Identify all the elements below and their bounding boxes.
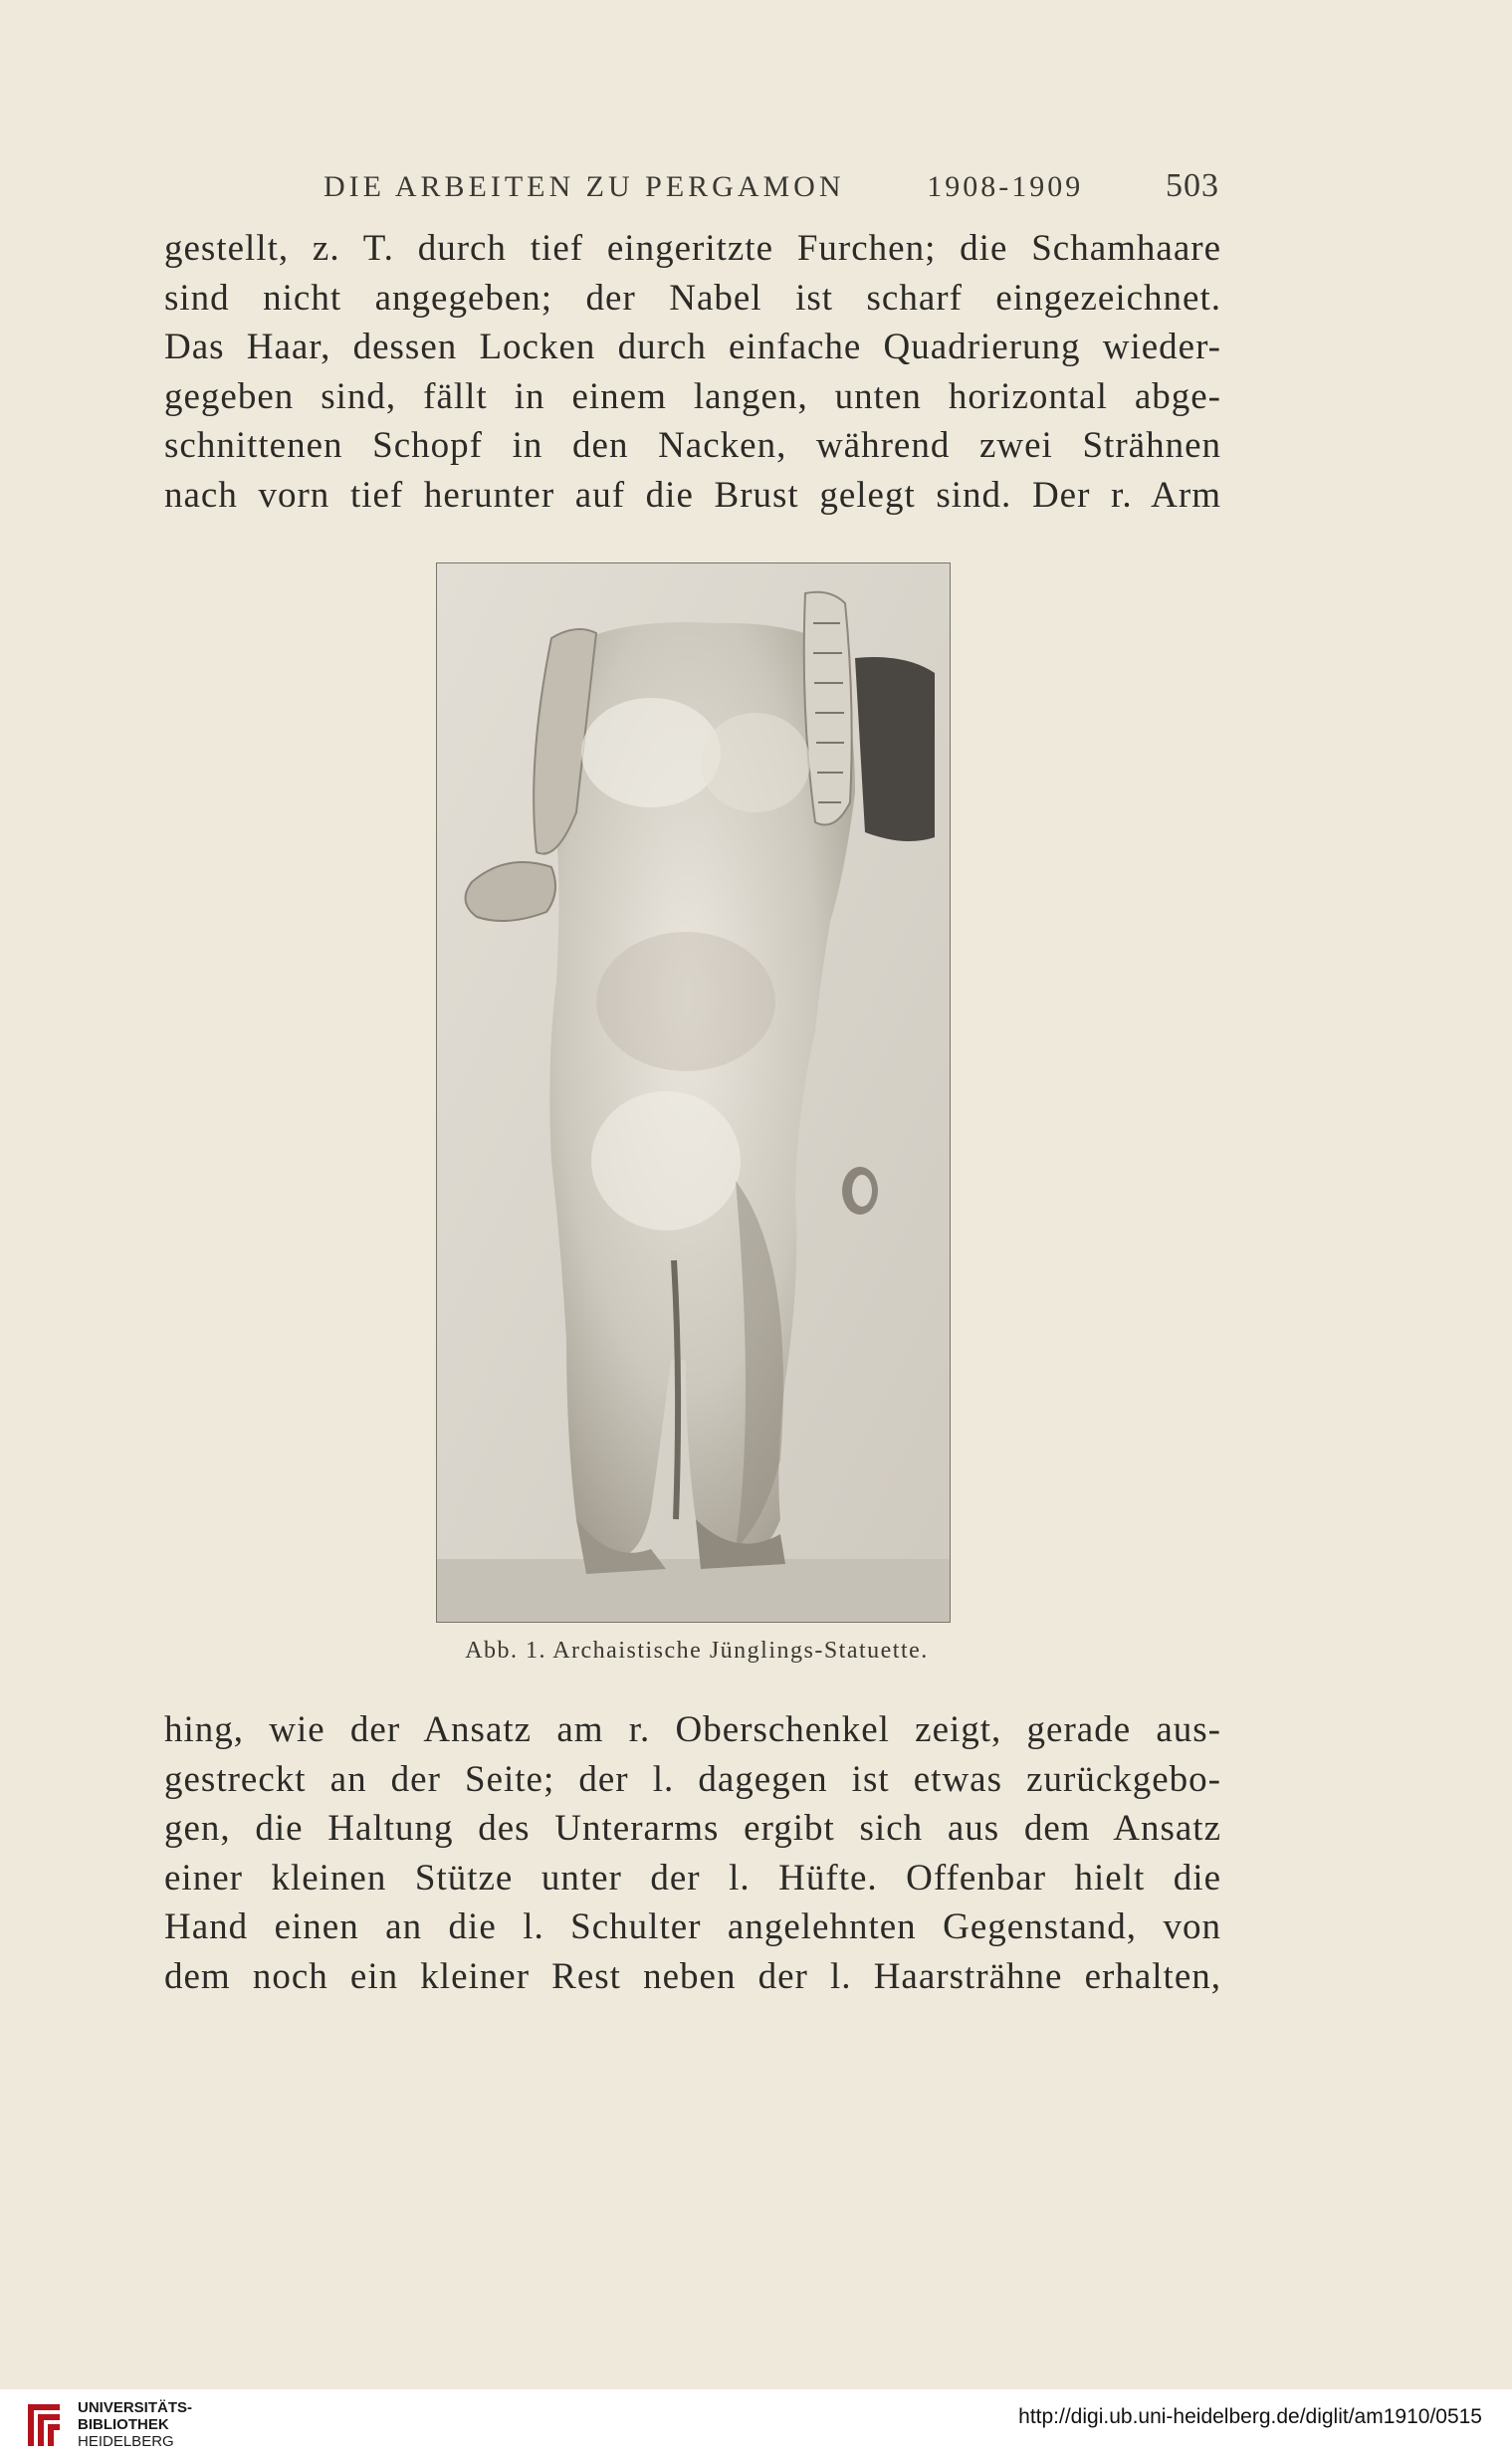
library-name-line3: HEIDELBERG: [78, 2433, 174, 2450]
source-url[interactable]: http://digi.ub.uni-heidelberg.de/diglit/am1910/0515: [1018, 2405, 1482, 2428]
running-head-title: DIE ARBEITEN ZU PERGAMON: [324, 170, 845, 203]
text-line: dem noch ein kleiner Rest neben der l. Haarsträhne erhalten,: [164, 1955, 1221, 1997]
text-line: hing, wie der Ansatz am r. Oberschenkel zeigt, gerade aus-: [164, 1709, 1221, 1750]
figure-caption: Abb. 1. Archaistische Jünglings-Statuette.: [465, 1638, 929, 1664]
text-line: gestellt, z. T. durch tief eingeritzte Furchen; die Schamhaare: [164, 228, 1221, 269]
body-text-top: [164, 224, 1221, 520]
statuette-image: [437, 563, 950, 1622]
text-line: gegeben sind, fällt in einem langen, unten horizontal abge-: [164, 375, 1221, 417]
running-head: [164, 167, 1219, 205]
page-number: 503: [1166, 167, 1219, 204]
library-logo: [22, 2399, 192, 2450]
text-line: sind nicht angegeben; der Nabel ist scharf eingezeichnet.: [164, 277, 1221, 319]
running-head-years: 1908-1909: [927, 170, 1084, 203]
text-line: Das Haar, dessen Locken durch einfache Quadrierung wieder-: [164, 327, 1221, 367]
text-line: Hand einen an die l. Schulter angelehnten Gegenstand, von: [164, 1906, 1221, 1947]
library-name-line2: BIBLIOTHEK: [78, 2416, 169, 2433]
text-line: gen, die Haltung des Unterarms ergibt sich aus dem Ansatz: [164, 1808, 1221, 1849]
statuette-photograph: [436, 562, 951, 1623]
digitization-footer: [0, 2389, 1512, 2461]
text-line: nach vorn tief herunter auf die Brust gelegt sind. Der r. Arm: [164, 474, 1221, 516]
body-text-bottom: [164, 1705, 1221, 2001]
library-logo-icon: [22, 2400, 66, 2450]
library-name-line1: UNIVERSITÄTS-: [78, 2399, 193, 2416]
text-line: einer kleinen Stütze unter der l. Hüfte. Offenbar hielt die: [164, 1857, 1221, 1899]
text-line: gestreckt an der Seite; der l. dagegen ist etwas zurückgebo-: [164, 1758, 1221, 1800]
text-line: schnittenen Schopf in den Nacken, während zwei Strähnen: [164, 425, 1221, 466]
